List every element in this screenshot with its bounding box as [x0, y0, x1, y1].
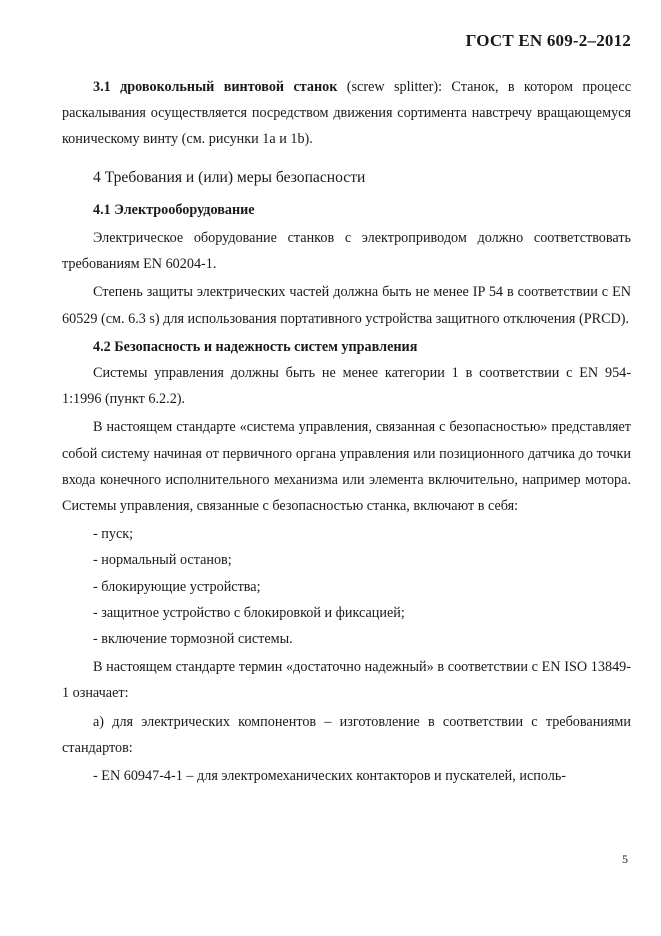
page-number: 5 [622, 852, 628, 866]
section-4-2-heading: 4.2 Безопасность и надежность систем управления [93, 338, 418, 355]
section-4-2-paragraph-2: В настоящем стандарте «система управления, связанная с безопасностью» представляет собой систему начиная от первичного органа управления или позиционного датчика до точки входа конечного исполнительного механизма или элемента включительно, например мотора. Системы управления, связанные с безопасностью станка, включают в себя: [62, 419, 631, 515]
list-item: - пуск; [93, 526, 134, 543]
clause-3-1-term: 3.1 дровокольный винтовой станок [93, 79, 338, 95]
list-item: - блокирующие устройства; [93, 578, 261, 595]
section-4-heading: 4 Требования и (или) меры безопасности [93, 168, 366, 186]
section-4-2-paragraph-1: Системы управления должны быть не менее категории 1 в соответствии с EN 954-1:1996 (пункт 6.2.2). [62, 365, 631, 408]
list-item: - нормальный останов; [93, 552, 232, 569]
section-4-2-paragraph-4: а) для электрических компонентов – изготовление в соответствии с требованиями стандартов: [62, 713, 631, 756]
list-item: - защитное устройство с блокировкой и фиксацией; [93, 604, 405, 621]
clause-3-1 [62, 74, 631, 153]
document-body [62, 74, 631, 789]
section-4-2-paragraph-5: - EN 60947-4-1 – для электромеханических контакторов и пускателей, исполь- [93, 768, 567, 785]
clause-3-1-text: (screw splitter): Станок, в котором процесс раскалывания осуществляется посредством движения сортимента навстречу вращающемуся коническому винту (см. рисунки 1a и 1b). [62, 79, 631, 148]
section-4-2-paragraph-3: В настоящем стандарте термин «достаточно надежный» в соответствии с EN ISO 13849-1 означает: [62, 659, 631, 702]
document-header: ГОСТ EN 609-2–2012 [465, 31, 631, 50]
section-4-1-heading: 4.1 Электрооборудование [93, 201, 255, 218]
section-4-1-paragraph-2: Степень защиты электрических частей должна быть не менее IP 54 в соответствии с EN 60529 (см. 6.3 s) для использования портативного устройства защитного отключения (PRCD). [62, 284, 631, 327]
list-item: - включение тормозной системы. [93, 631, 293, 648]
safety-functions-list [62, 521, 631, 652]
section-4-1-paragraph-1: Электрическое оборудование станков с электроприводом должно соответствовать требованиям EN 60204-1. [62, 230, 631, 273]
